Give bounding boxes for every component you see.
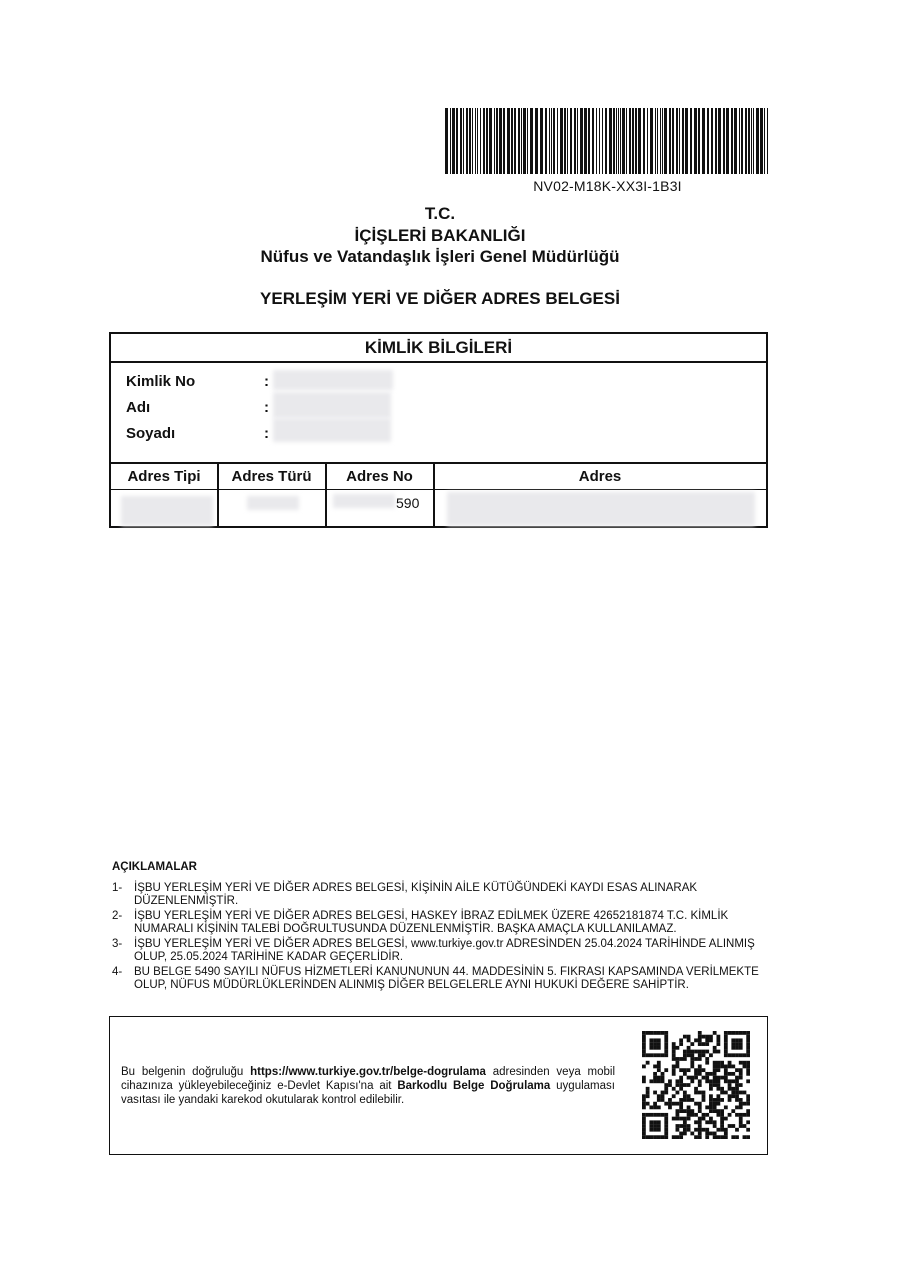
identity-colon: : — [264, 399, 269, 416]
verification-text-part: adresinden veya mobil cihazınıza yükleyebileceğiniz e-Devlet Kapısı'na ait — [121, 1066, 615, 1092]
barcode-number: NV02-M18K-XX3I-1B3I — [533, 178, 682, 194]
column-adres-turu: Adres Türü — [231, 468, 312, 485]
column-adres-no: Adres No — [346, 468, 413, 485]
identity-heading: KİMLİK BİLGİLERİ — [111, 334, 766, 363]
redacted-adi — [273, 392, 391, 418]
identity-colon: : — [264, 373, 269, 390]
identity-label-soyadi: Soyadı — [126, 425, 176, 442]
header-ministry: İÇİŞLERİ BAKANLIĞI — [354, 226, 526, 245]
verification-text — [121, 1065, 615, 1107]
column-adres-tipi: Adres Tipi — [127, 468, 201, 485]
adres-no-visible: 590 — [396, 495, 420, 511]
notes-title: AÇIKLAMALAR — [112, 861, 197, 873]
note-text: İŞBU YERLEŞİM YERİ VE DİĞER ADRES BELGESİ, www.turkiye.gov.tr ADRESİNDEN 25.04.2024 TARİHİNDE ALINMIŞ OLUP, 25.05.2024 TARİHİNE KADAR GEÇERLİDİR. — [134, 938, 755, 963]
address-table-header — [111, 462, 766, 490]
note-number: 3- — [112, 938, 123, 950]
note-text: İŞBU YERLEŞİM YERİ VE DİĞER ADRES BELGESİ, KİŞİNİN AİLE KÜTÜĞÜNDEKİ KAYDI ESAS ALINARAK DÜZENLENMİŞTİR. — [134, 882, 698, 907]
redacted-adres-no — [333, 494, 395, 508]
verification-text-part: Bu belgenin doğruluğu — [121, 1066, 251, 1078]
redacted-adres — [447, 492, 755, 526]
redacted-kimlik-no — [273, 370, 393, 390]
column-adres: Adres — [578, 468, 622, 485]
note-text: İŞBU YERLEŞİM YERİ VE DİĞER ADRES BELGESİ, HASKEY İBRAZ EDİLMEK ÜZERE 42652181874 T.C. KİMLİK NUMARALI KİŞİNİN TALEBİ DOĞRULTUSUNDA DÜZENLENMİŞTİR. BAŞKA AMAÇLA KULLANILAMAZ. — [134, 910, 729, 935]
header-directorate: Nüfus ve Vatandaşlık İşleri Genel Müdürlüğü — [260, 247, 620, 266]
identity-box — [109, 332, 768, 528]
redacted-adres-turu — [247, 496, 299, 510]
document-title: YERLEŞİM YERİ VE DİĞER ADRES BELGESİ — [260, 289, 620, 308]
verification-text-part: uygulaması vasıtası ile yandaki karekod okutularak kontrol edilebilir. — [121, 1080, 615, 1106]
verification-app-name: Barkodlu Belge Doğrulama — [397, 1080, 551, 1092]
note-number: 2- — [112, 910, 123, 922]
identity-label-adi: Adı — [126, 399, 151, 416]
qr-code-icon — [642, 1031, 750, 1139]
identity-label-kimlik-no: Kimlik No — [126, 373, 196, 390]
verification-box — [109, 1016, 768, 1155]
redacted-adres-tipi — [121, 496, 213, 526]
note-number: 1- — [112, 882, 123, 894]
note-text: BU BELGE 5490 SAYILI NÜFUS HİZMETLERİ KANUNUNUN 44. MADDESİNİN 5. FIKRASI KAPSAMINDA VERİLMEKTE OLUP, NÜFUS MÜDÜRLÜKLERİNDEN ALINMIŞ DİĞER BELGELERLE AYNI HUKUKİ DEĞERE SAHİPTİR. — [134, 966, 759, 991]
header-tc: T.C. — [424, 204, 456, 223]
redacted-soyadi — [273, 418, 391, 442]
note-number: 4- — [112, 966, 123, 978]
verification-url: https://www.turkiye.gov.tr/belge-dogrulama — [250, 1066, 486, 1078]
barcode-icon — [445, 108, 770, 174]
identity-colon: : — [264, 425, 269, 442]
